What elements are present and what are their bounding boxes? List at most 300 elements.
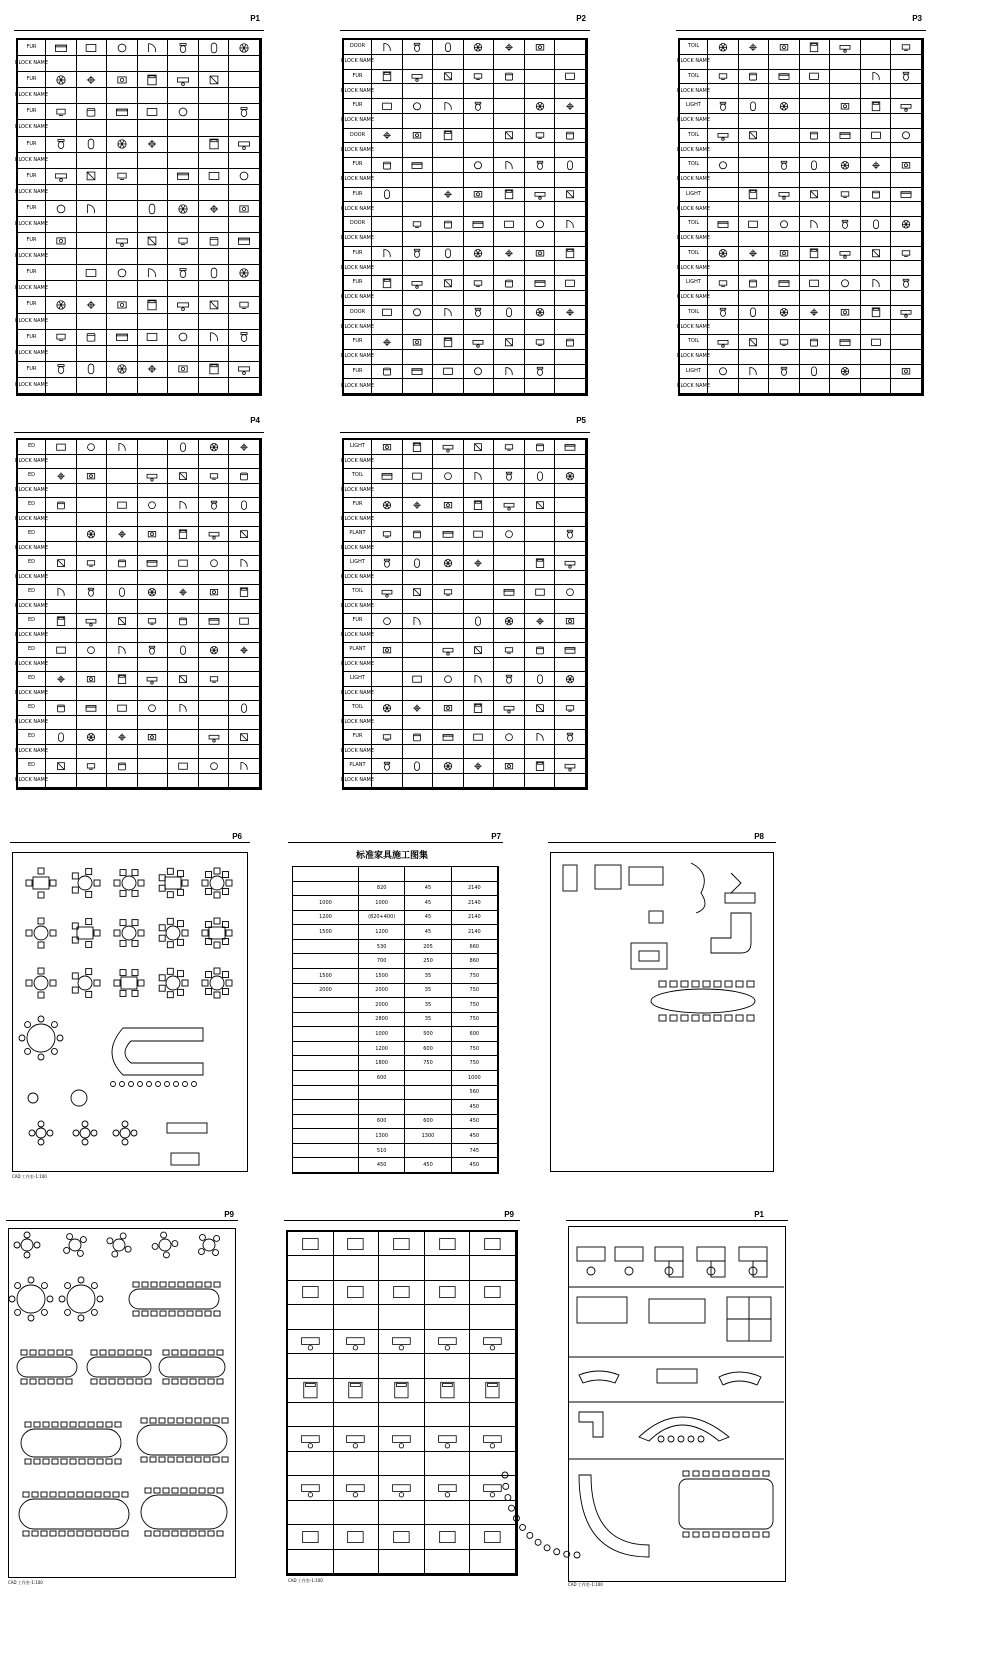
symbol-cell bbox=[800, 365, 831, 380]
symbol-cell bbox=[403, 99, 434, 114]
table-cell bbox=[293, 1027, 359, 1042]
desk-name-cell bbox=[379, 1305, 425, 1329]
row-category-label: PLANT bbox=[344, 759, 372, 774]
symbol-cell bbox=[433, 276, 464, 291]
desk-name-cell bbox=[425, 1256, 471, 1280]
furniture-symbol-icon bbox=[495, 470, 523, 482]
symbol-cell bbox=[46, 330, 77, 346]
furniture-symbol-icon bbox=[403, 336, 431, 349]
block-name-cell bbox=[229, 153, 260, 169]
furniture-symbol-icon bbox=[526, 644, 554, 656]
block-name-cell bbox=[464, 774, 495, 789]
furniture-symbol-icon bbox=[200, 615, 228, 627]
block-name-cell bbox=[830, 173, 861, 188]
block-name-cell bbox=[107, 314, 138, 330]
symbol-cell bbox=[769, 247, 800, 262]
symbol-cell bbox=[229, 297, 260, 313]
block-name-cell bbox=[107, 600, 138, 615]
symbol-cell bbox=[199, 137, 230, 153]
block-name-cell bbox=[769, 173, 800, 188]
symbol-cell bbox=[199, 556, 230, 571]
desk-name-cell bbox=[288, 1452, 334, 1476]
desk-symbol-cell bbox=[425, 1232, 471, 1256]
symbol-cell bbox=[433, 306, 464, 321]
row-category-label: ED bbox=[18, 556, 46, 571]
block-name-cell bbox=[708, 143, 739, 158]
block-name-cell bbox=[555, 774, 586, 789]
row-category-label: FUR bbox=[344, 158, 372, 173]
block-name-label: BLOCK NAME bbox=[344, 114, 372, 129]
table-cell: 745 bbox=[452, 1144, 498, 1159]
block-name-label: BLOCK NAME bbox=[18, 185, 46, 201]
block-name-cell bbox=[199, 56, 230, 72]
symbol-cell bbox=[464, 556, 495, 571]
furniture-symbol-icon bbox=[77, 557, 105, 569]
table-cell: 45 bbox=[405, 896, 451, 911]
symbol-cell bbox=[107, 556, 138, 571]
table-cell bbox=[293, 1056, 359, 1071]
symbol-cell bbox=[555, 556, 586, 571]
symbol-cell bbox=[861, 306, 892, 321]
symbol-cell bbox=[494, 614, 525, 629]
block-name-cell bbox=[494, 84, 525, 99]
block-name-cell bbox=[555, 350, 586, 365]
block-name-cell bbox=[464, 143, 495, 158]
symbol-cell bbox=[525, 701, 556, 716]
furniture-symbol-icon bbox=[862, 277, 890, 290]
desk-symbol-cell bbox=[288, 1525, 334, 1549]
symbol-cell bbox=[800, 158, 831, 173]
symbol-cell bbox=[555, 440, 586, 455]
desk-symbol-cell bbox=[288, 1330, 334, 1354]
block-name-cell bbox=[555, 291, 586, 306]
symbol-cell bbox=[199, 498, 230, 513]
furniture-symbol-icon bbox=[556, 644, 584, 656]
furniture-symbol-icon bbox=[709, 41, 737, 54]
symbol-cell bbox=[77, 362, 108, 378]
symbol-cell bbox=[403, 335, 434, 350]
table-cell: 750 bbox=[452, 998, 498, 1013]
furniture-symbol-icon bbox=[831, 277, 859, 290]
block-name-cell bbox=[555, 571, 586, 586]
symbol-cell bbox=[861, 365, 892, 380]
block-name-label: BLOCK NAME bbox=[344, 484, 372, 499]
block-name-cell bbox=[77, 378, 108, 394]
symbol-cell bbox=[168, 701, 199, 716]
symbol-cell bbox=[891, 99, 922, 114]
desk-symbol-cell bbox=[379, 1476, 425, 1500]
symbol-cell bbox=[138, 104, 169, 120]
desk-symbol-icon bbox=[334, 1379, 377, 1401]
symbol-cell bbox=[403, 70, 434, 85]
symbol-cell bbox=[372, 217, 403, 232]
symbol-cell bbox=[525, 730, 556, 745]
block-name-cell bbox=[800, 173, 831, 188]
furniture-symbol-icon bbox=[739, 365, 767, 378]
block-name-cell bbox=[555, 143, 586, 158]
table-cell: 510 bbox=[359, 1144, 405, 1159]
desk-name-cell bbox=[379, 1256, 425, 1280]
symbol-cell bbox=[46, 730, 77, 745]
table-cell: 450 bbox=[452, 1100, 498, 1115]
furniture-symbol-icon bbox=[230, 557, 258, 569]
symbol-cell bbox=[229, 265, 260, 281]
block-name-cell bbox=[77, 542, 108, 557]
furniture-symbol-icon bbox=[831, 218, 859, 231]
furniture-symbol-icon bbox=[108, 41, 136, 55]
conference-tables-drawing bbox=[9, 1229, 234, 1576]
furniture-symbol-icon bbox=[770, 306, 798, 319]
block-name-cell bbox=[46, 542, 77, 557]
furniture-symbol-icon bbox=[230, 528, 258, 540]
symbol-cell bbox=[229, 40, 260, 56]
block-name-cell bbox=[168, 513, 199, 528]
block-name-cell bbox=[769, 320, 800, 335]
symbol-cell bbox=[555, 672, 586, 687]
symbol-cell bbox=[708, 40, 739, 55]
symbol-cell bbox=[739, 365, 770, 380]
block-name-cell bbox=[168, 281, 199, 297]
furniture-symbol-icon bbox=[464, 702, 492, 714]
block-name-cell bbox=[403, 513, 434, 528]
symbol-cell bbox=[107, 527, 138, 542]
block-name-cell bbox=[739, 114, 770, 129]
block-name-label: BLOCK NAME bbox=[18, 153, 46, 169]
furniture-symbol-icon bbox=[495, 129, 523, 142]
block-name-cell bbox=[464, 55, 495, 70]
symbol-cell bbox=[861, 276, 892, 291]
symbol-cell bbox=[830, 188, 861, 203]
symbol-cell bbox=[433, 556, 464, 571]
block-name-cell bbox=[739, 350, 770, 365]
furniture-symbol-icon bbox=[373, 586, 401, 598]
symbol-cell bbox=[800, 70, 831, 85]
symbol-cell bbox=[433, 672, 464, 687]
block-name-cell bbox=[525, 571, 556, 586]
block-name-cell bbox=[372, 202, 403, 217]
block-name-cell bbox=[433, 261, 464, 276]
furniture-symbol-icon bbox=[526, 277, 554, 290]
symbol-cell bbox=[403, 129, 434, 144]
symbol-cell bbox=[708, 70, 739, 85]
furniture-symbol-icon bbox=[434, 277, 462, 290]
row-category-label: FUR bbox=[344, 730, 372, 745]
row-category-label: FUR bbox=[18, 362, 46, 378]
block-name-label: BLOCK NAME bbox=[18, 484, 46, 499]
desk-symbol-icon bbox=[471, 1281, 514, 1303]
symbol-cell bbox=[168, 137, 199, 153]
desk-symbol-cell bbox=[425, 1525, 471, 1549]
desk-symbol-icon bbox=[289, 1428, 332, 1450]
furniture-symbol-icon bbox=[77, 330, 105, 344]
block-name-cell bbox=[769, 143, 800, 158]
desk-symbol-icon bbox=[334, 1477, 377, 1499]
furniture-symbol-icon bbox=[831, 159, 859, 172]
symbol-cell bbox=[861, 40, 892, 55]
desk-symbol-cell bbox=[288, 1427, 334, 1451]
table-cell bbox=[293, 998, 359, 1013]
symbol-cell bbox=[861, 247, 892, 262]
row-category-label: DOOR bbox=[344, 40, 372, 55]
block-name-label: BLOCK NAME bbox=[344, 143, 372, 158]
furniture-symbol-icon bbox=[464, 277, 492, 290]
block-name-cell bbox=[168, 185, 199, 201]
furniture-symbol-icon bbox=[169, 41, 197, 55]
symbol-cell bbox=[372, 335, 403, 350]
furniture-symbol-icon bbox=[200, 731, 228, 743]
block-name-cell bbox=[372, 629, 403, 644]
desk-symbol-icon bbox=[380, 1477, 423, 1499]
symbol-cell bbox=[46, 469, 77, 484]
block-name-cell bbox=[168, 249, 199, 265]
block-name-cell bbox=[739, 143, 770, 158]
row-category-label: ED bbox=[18, 469, 46, 484]
furniture-symbol-icon bbox=[169, 330, 197, 344]
sheet-title: P5 bbox=[576, 416, 586, 425]
furniture-symbol-icon bbox=[526, 441, 554, 453]
block-name-cell bbox=[830, 114, 861, 129]
table-cell: 1500 bbox=[293, 969, 359, 984]
sheet-p5 bbox=[340, 412, 590, 792]
block-name-cell bbox=[891, 173, 922, 188]
furniture-symbol-icon bbox=[230, 41, 258, 55]
block-name-cell bbox=[861, 114, 892, 129]
block-name-cell bbox=[494, 350, 525, 365]
desk-name-cell bbox=[425, 1403, 471, 1427]
table-cell bbox=[293, 1129, 359, 1144]
block-name-cell bbox=[372, 513, 403, 528]
furniture-symbol-icon bbox=[434, 673, 462, 685]
furniture-symbol-icon bbox=[556, 760, 584, 772]
block-name-cell bbox=[168, 687, 199, 702]
block-name-cell bbox=[372, 571, 403, 586]
block-name-cell bbox=[494, 542, 525, 557]
furniture-symbol-icon bbox=[169, 266, 197, 280]
symbol-cell bbox=[229, 614, 260, 629]
symbol-cell bbox=[525, 247, 556, 262]
block-name-label: BLOCK NAME bbox=[680, 350, 708, 365]
block-name-cell bbox=[464, 600, 495, 615]
row-category-label: FUR bbox=[344, 247, 372, 262]
furniture-symbol-icon bbox=[800, 159, 828, 172]
block-name-cell bbox=[168, 314, 199, 330]
symbol-cell bbox=[199, 297, 230, 313]
sheet-p11 bbox=[566, 1208, 788, 1588]
block-name-cell bbox=[46, 513, 77, 528]
furniture-symbol-icon bbox=[373, 188, 401, 201]
furniture-symbol-icon bbox=[526, 557, 554, 569]
symbol-cell bbox=[525, 276, 556, 291]
table-cell: 1200 bbox=[359, 925, 405, 940]
symbol-cell bbox=[525, 365, 556, 380]
symbol-cell bbox=[46, 104, 77, 120]
block-name-cell bbox=[433, 629, 464, 644]
block-name-cell bbox=[555, 658, 586, 673]
block-name-label: BLOCK NAME bbox=[344, 350, 372, 365]
block-name-cell bbox=[769, 55, 800, 70]
block-name-cell bbox=[769, 232, 800, 247]
block-name-cell bbox=[494, 291, 525, 306]
block-name-cell bbox=[525, 114, 556, 129]
table-cell bbox=[359, 1100, 405, 1115]
block-name-cell bbox=[168, 88, 199, 104]
furniture-symbol-icon bbox=[373, 159, 401, 172]
symbol-cell bbox=[525, 440, 556, 455]
block-name-cell bbox=[403, 571, 434, 586]
furniture-symbol-icon bbox=[434, 499, 462, 511]
furniture-symbol-icon bbox=[47, 441, 75, 453]
symbol-cell bbox=[199, 362, 230, 378]
furniture-symbol-icon bbox=[526, 100, 554, 113]
row-category-label: FUR bbox=[344, 614, 372, 629]
furniture-symbol-icon bbox=[770, 188, 798, 201]
furniture-symbol-icon bbox=[556, 247, 584, 260]
block-name-label: BLOCK NAME bbox=[344, 379, 372, 394]
table-cell bbox=[293, 940, 359, 955]
symbol-cell bbox=[433, 440, 464, 455]
block-name-cell bbox=[107, 716, 138, 731]
symbol-cell bbox=[372, 614, 403, 629]
block-name-cell bbox=[525, 173, 556, 188]
block-name-cell bbox=[464, 379, 495, 394]
symbol-cell bbox=[77, 498, 108, 513]
block-name-label: BLOCK NAME bbox=[18, 745, 46, 760]
block-name-cell bbox=[525, 202, 556, 217]
block-name-cell bbox=[229, 658, 260, 673]
furniture-symbol-icon bbox=[709, 247, 737, 260]
desk-name-cell bbox=[288, 1256, 334, 1280]
furniture-symbol-icon bbox=[526, 247, 554, 260]
furniture-symbol-icon bbox=[709, 218, 737, 231]
symbol-cell bbox=[77, 527, 108, 542]
symbol-cell bbox=[168, 233, 199, 249]
symbol-cell bbox=[77, 614, 108, 629]
furniture-symbol-icon bbox=[464, 499, 492, 511]
symbol-cell bbox=[494, 759, 525, 774]
block-name-label: BLOCK NAME bbox=[344, 455, 372, 470]
block-name-cell bbox=[464, 291, 495, 306]
symbol-cell bbox=[525, 99, 556, 114]
desk-symbol-icon bbox=[334, 1281, 377, 1303]
furniture-symbol-icon bbox=[230, 105, 258, 119]
symbol-cell bbox=[168, 469, 199, 484]
furniture-symbol-icon bbox=[556, 306, 584, 319]
furniture-symbol-icon bbox=[230, 586, 258, 598]
desk-symbol-icon bbox=[289, 1477, 332, 1499]
block-name-cell bbox=[861, 350, 892, 365]
table-cell: 450 bbox=[452, 1115, 498, 1130]
block-name-cell bbox=[403, 629, 434, 644]
furniture-symbol-icon bbox=[892, 218, 920, 231]
block-name-label: BLOCK NAME bbox=[680, 55, 708, 70]
table-cell: 600 bbox=[452, 1027, 498, 1042]
furniture-symbol-icon bbox=[230, 362, 258, 376]
furniture-symbol-icon bbox=[739, 188, 767, 201]
block-name-cell bbox=[525, 484, 556, 499]
block-name-cell bbox=[433, 600, 464, 615]
desk-name-cell bbox=[470, 1501, 516, 1525]
furniture-symbol-icon bbox=[108, 362, 136, 376]
block-name-cell bbox=[494, 143, 525, 158]
block-name-cell bbox=[861, 291, 892, 306]
furniture-symbol-icon bbox=[526, 470, 554, 482]
block-name-cell bbox=[138, 88, 169, 104]
block-name-cell bbox=[77, 600, 108, 615]
furniture-symbol-icon bbox=[434, 336, 462, 349]
title-rule bbox=[340, 30, 590, 31]
row-category-label: LIGHT bbox=[680, 365, 708, 380]
table-title: 标准家具施工图集 bbox=[356, 851, 429, 861]
furniture-symbol-icon bbox=[556, 673, 584, 685]
furniture-symbol-icon bbox=[892, 306, 920, 319]
symbol-cell bbox=[229, 556, 260, 571]
furniture-symbol-icon bbox=[230, 615, 258, 627]
symbol-cell bbox=[494, 527, 525, 542]
block-name-cell bbox=[138, 542, 169, 557]
block-name-label: BLOCK NAME bbox=[344, 745, 372, 760]
symbol-cell bbox=[433, 335, 464, 350]
table-cell: 1500 bbox=[293, 925, 359, 940]
symbol-cell bbox=[494, 365, 525, 380]
symbol-cell bbox=[739, 335, 770, 350]
furniture-symbol-icon bbox=[464, 615, 492, 627]
row-category-label: ED bbox=[18, 585, 46, 600]
block-name-cell bbox=[800, 291, 831, 306]
table-cell bbox=[405, 1071, 451, 1086]
furniture-symbol-icon bbox=[495, 499, 523, 511]
block-name-cell bbox=[433, 202, 464, 217]
block-name-cell bbox=[464, 173, 495, 188]
furniture-symbol-icon bbox=[862, 129, 890, 142]
symbol-cell bbox=[769, 306, 800, 321]
table-cell: 45 bbox=[405, 911, 451, 926]
block-name-cell bbox=[555, 455, 586, 470]
block-name-cell bbox=[494, 55, 525, 70]
symbol-cell bbox=[138, 527, 169, 542]
furniture-symbol-icon bbox=[200, 528, 228, 540]
symbol-cell bbox=[168, 672, 199, 687]
symbol-cell bbox=[403, 247, 434, 262]
block-name-cell bbox=[708, 379, 739, 394]
block-name-cell bbox=[107, 571, 138, 586]
symbol-cell bbox=[372, 672, 403, 687]
symbol-cell bbox=[494, 99, 525, 114]
symbol-cell bbox=[433, 247, 464, 262]
symbol-cell bbox=[464, 70, 495, 85]
block-name-cell bbox=[372, 232, 403, 247]
symbol-cell bbox=[739, 129, 770, 144]
symbol-cell bbox=[433, 99, 464, 114]
furniture-symbol-icon bbox=[47, 41, 75, 55]
furniture-symbol-icon bbox=[77, 202, 105, 216]
furniture-symbol-icon bbox=[526, 365, 554, 378]
symbol-cell bbox=[46, 672, 77, 687]
furniture-symbol-icon bbox=[892, 277, 920, 290]
furniture-symbol-icon bbox=[464, 188, 492, 201]
block-name-cell bbox=[77, 745, 108, 760]
furniture-symbol-icon bbox=[434, 586, 462, 598]
block-name-cell bbox=[464, 571, 495, 586]
block-name-cell bbox=[555, 484, 586, 499]
furniture-symbol-icon bbox=[373, 702, 401, 714]
table-cell: 35 bbox=[405, 1013, 451, 1028]
symbol-cell bbox=[494, 306, 525, 321]
symbol-cell bbox=[77, 233, 108, 249]
furniture-symbol-icon bbox=[800, 365, 828, 378]
block-name-cell bbox=[138, 658, 169, 673]
living-room-layout-drawing bbox=[551, 853, 772, 1170]
symbol-cell bbox=[46, 556, 77, 571]
